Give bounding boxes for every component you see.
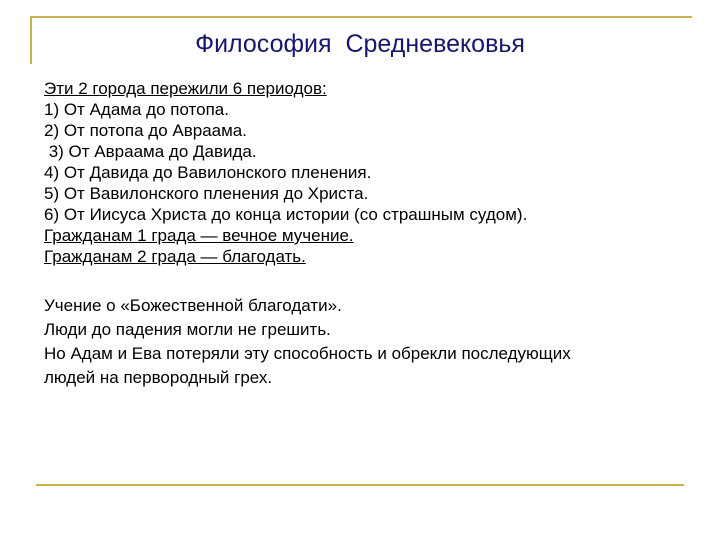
period-4: 4) От Давида до Вавилонского пленения.: [44, 163, 372, 182]
period-3: 3) От Авраама до Давида.: [44, 142, 257, 161]
period-5: 5) От Вавилонского пленения до Христа.: [44, 184, 369, 203]
bottom-rule: [36, 484, 684, 486]
grace-line-2: Люди до падения могли не грешить.: [44, 320, 331, 339]
period-6: 6) От Иисуса Христа до конца истории (со страшным судом).: [44, 205, 528, 224]
grace-line-4: людей на первородный грех.: [44, 368, 273, 387]
grace-line-3: Но Адам и Ева потеряли эту способность и обрекли последующих: [44, 344, 571, 363]
city-2-fate: Гражданам 2 града — благодать.: [44, 247, 306, 266]
top-rule: [30, 16, 692, 18]
period-1: 1) От Адама до потопа.: [44, 100, 229, 119]
periods-heading: Эти 2 города пережили 6 периодов:: [44, 79, 327, 98]
city-1-fate: Гражданам 1 града — вечное мучение.: [44, 226, 354, 245]
periods-text-block: [44, 78, 694, 267]
grace-line-1: Учение о «Божественной благодати».: [44, 296, 342, 315]
grace-text-block: [44, 294, 694, 390]
period-2: 2) От потопа до Авраама.: [44, 121, 247, 140]
slide-title: Философия Средневековья: [195, 30, 525, 58]
